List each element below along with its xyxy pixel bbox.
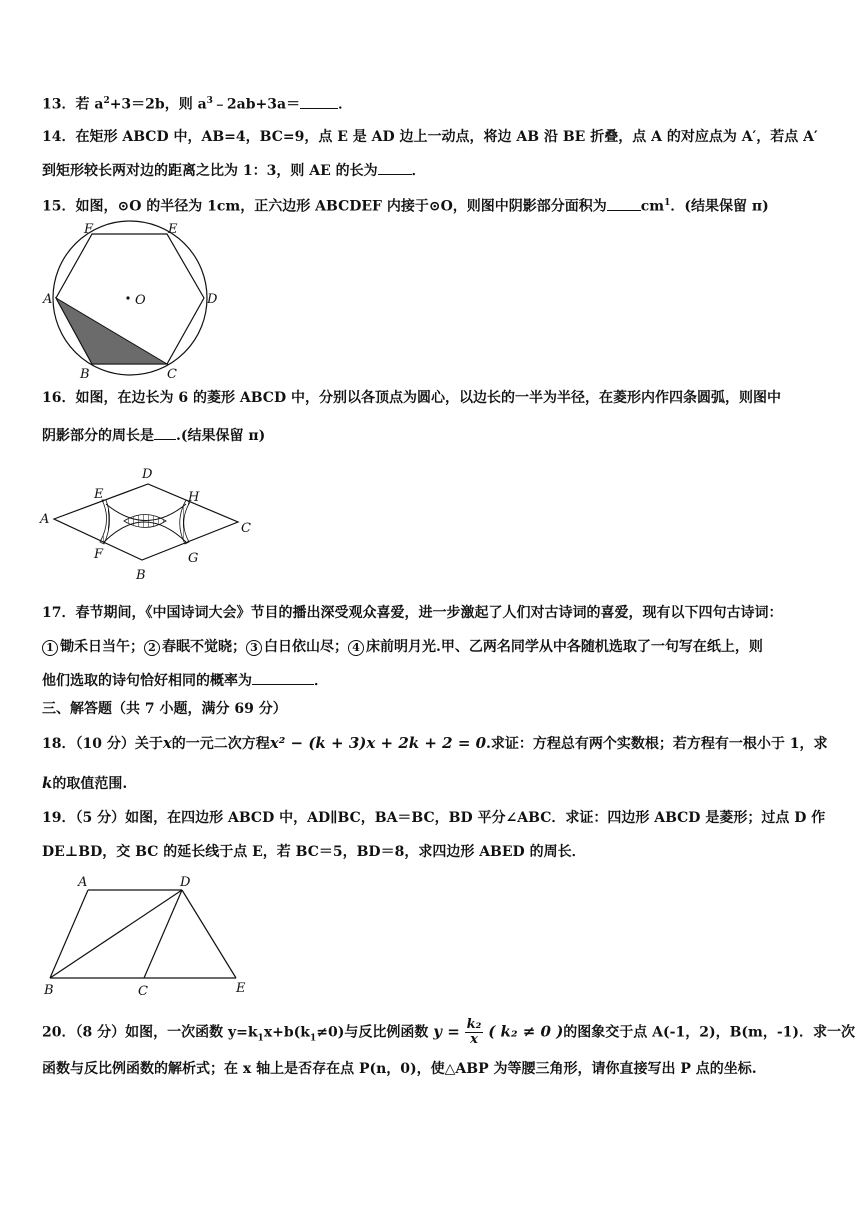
label-e: E: [236, 981, 246, 996]
label-c: C: [241, 521, 251, 536]
label-h: H: [188, 490, 200, 505]
question-19-line2: DE⊥BD，交 BC 的延长线于点 E，若 BC＝5，BD＝8，求四边形 ABED 的周长．: [42, 844, 586, 860]
question-14-line2: 到矩形较长两对边的距离之比为 1：3，则 AE 的长为 ．: [42, 163, 426, 179]
question-16-line2: 阴影部分的周长是 .(结果保留 π): [42, 428, 266, 444]
circle-symbol: ⊙: [117, 198, 130, 215]
label-c: C: [138, 984, 148, 999]
question-18-line1: 18．（10 分）关于x的一元二次方程x² − (k + 3)x + 2k + 2 = 0.求证：方程总有两个实数根；若方程有一根小于 1，求: [42, 734, 828, 752]
label-a: A: [78, 875, 88, 890]
question-19-line1: 19．（5 分）如图，在四边形 ABCD 中，AD∥BC，BA＝BC，BD 平分∠ABC．求证：四边形 ABCD 是菱形；过点 D 作: [42, 810, 826, 826]
center-point: [126, 296, 129, 299]
answer-blank[interactable]: [378, 162, 412, 175]
question-17-line3: 他们选取的诗句恰好相同的概率为 ．: [42, 673, 328, 689]
question-20-line2: 函数与反比例函数的解析式；在 x 轴上是否存在点 P(n，0)，使△ABP 为等腰三角形，请你直接写出 P 点的坐标.: [42, 1061, 757, 1077]
question-17-line2: 1 锄禾日当午； 2 春眠不觉晓； 3 白日依山尽； 4 床前明月光.甲、乙两名同学从中各随机选取了一句写在纸上，则: [42, 638, 848, 656]
answer-blank[interactable]: [300, 96, 338, 109]
label-e: E: [94, 487, 104, 502]
answer-blank[interactable]: [252, 672, 314, 685]
section-title: 三、解答题（共 7 小题，满分 69 分）: [42, 701, 287, 717]
question-16-line1: 16．如图，在边长为 6 的菱形 ABCD 中，分别以各顶点为圆心，以边长的一半为半径，在菱形内作四条圆弧，则图中: [42, 390, 781, 406]
left-shaded: [100, 500, 110, 544]
figure-15-hexagon: [40, 220, 230, 380]
label-b: B: [136, 568, 146, 583]
answer-blank[interactable]: [607, 198, 641, 211]
label-d: D: [180, 875, 191, 890]
figure-19-quadrilateral: [40, 872, 260, 1002]
fraction: $\frac{\text{k₂}}{x}$: [466, 1017, 482, 1047]
label-g: G: [188, 551, 199, 566]
figure-16-rhombus: [38, 462, 258, 587]
label-b: B: [80, 367, 90, 382]
question-20-line1: 20．（8 分）如图，一次函数 $y=k_1x+b(k_1\ne 0)$与反比例函数 y = $\frac{\text{k₂}}{x}$ ( k₂ ≠ 0 )的图象交于点 A(-1，2)，B(m，-1)．求一次: [42, 1017, 856, 1047]
question-17-line1: 17．春节期间，《中国诗词大会》节目的播出深受观众喜爱，进一步激起了人们对古诗词的喜爱，现有以下四句古诗词：: [42, 605, 783, 621]
label-o: O: [135, 293, 146, 308]
equation: x² − (k + 3)x + 2k + 2 = 0: [269, 734, 487, 752]
label-c: C: [167, 367, 177, 382]
question-13: 13．若 $a^2+3=2b$，则 $a^3﹣2ab+3a=$ ．: [42, 96, 353, 113]
question-15: 15．如图，⊙O 的半径为 1cm，正六边形 ABCDEF 内接于⊙O，则图中阴影部分面积为 $cm^1$．(结果保留 π): [42, 198, 769, 215]
question-18-line2: k的取值范围.: [42, 774, 128, 792]
shaded-triangle: [56, 298, 167, 364]
circle-symbol: ⊙: [428, 198, 441, 215]
question-14-line1: 14．在矩形 ABCD 中，AB=4，BC=9，点 E 是 AD 边上一动点，将边 AB 沿 BE 折叠，点 A 的对应点为 A′，若点 A′: [42, 129, 818, 145]
label-b: B: [44, 983, 54, 998]
label-a: A: [43, 292, 53, 307]
label-e: E: [168, 222, 178, 237]
center-shaded: [124, 515, 166, 528]
label-a: A: [40, 512, 50, 527]
label-f: F: [94, 547, 104, 562]
answer-blank[interactable]: [154, 427, 176, 440]
label-f: F: [84, 222, 94, 237]
label-d: D: [142, 467, 153, 482]
label-d: D: [207, 292, 218, 307]
